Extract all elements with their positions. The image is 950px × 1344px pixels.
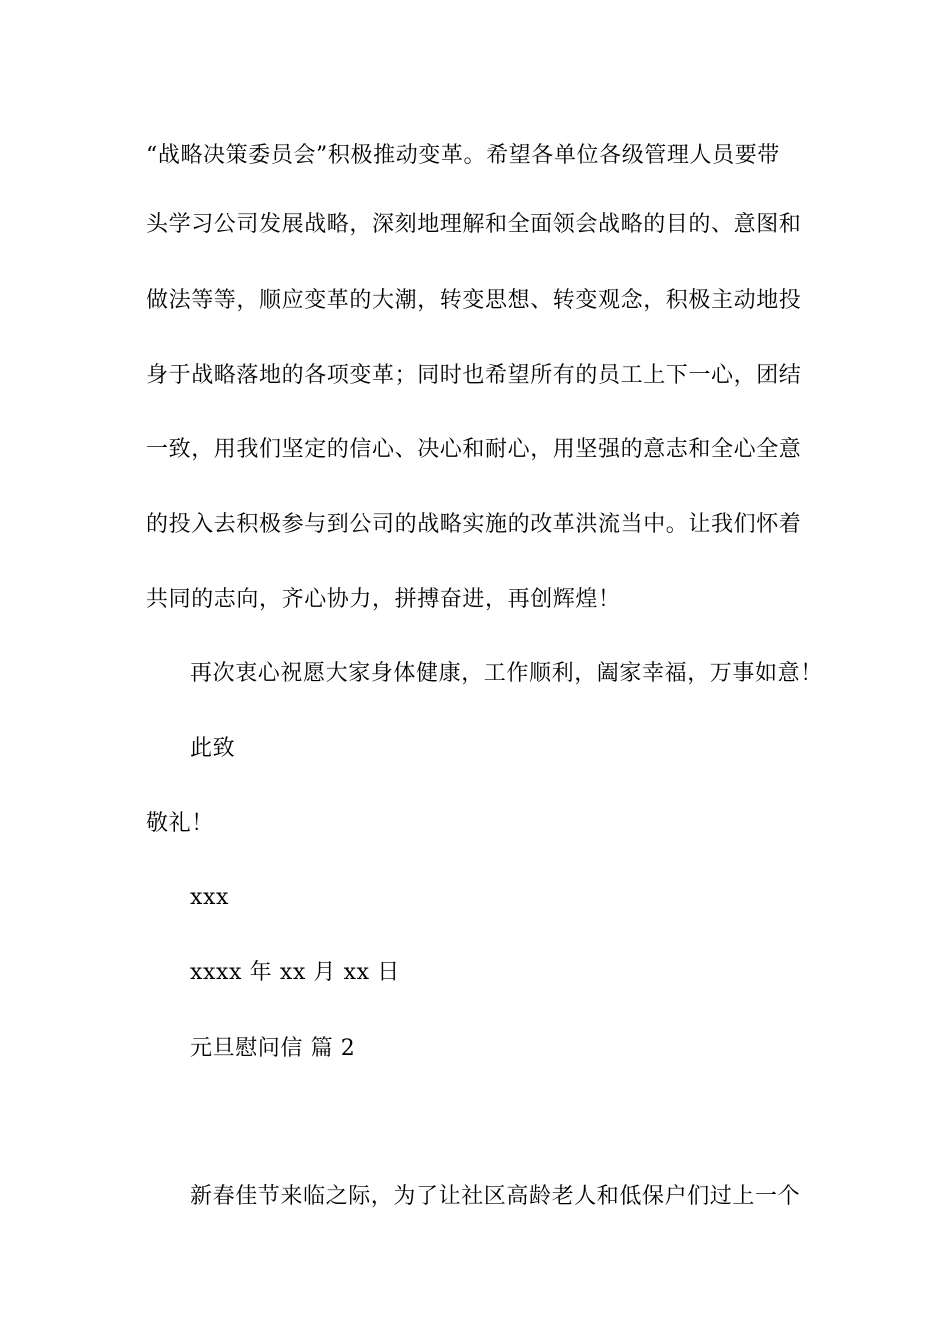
date-line: xxxx 年 xx 月 xx 日	[190, 960, 400, 985]
section-heading: 元旦慰问信 篇 2	[190, 1036, 356, 1061]
body-text-line: 身于战略落地的各项变革；同时也希望所有的员工上下一心，团结	[146, 363, 802, 388]
body-text-line: 共同的志向，齐心协力，拼搏奋进，再创辉煌！	[146, 587, 621, 612]
body-text-line: 一致，用我们坚定的信心、决心和耐心，用坚强的意志和全心全意	[146, 437, 802, 462]
body-text-line: “战略决策委员会”积极推动变革。希望各单位各级管理人员要带	[146, 143, 780, 168]
body-text-line: 头学习公司发展战略，深刻地理解和全面领会战略的目的、意图和	[146, 212, 802, 237]
body-text-line: 的投入去积极参与到公司的战略实施的改革洪流当中。让我们怀着	[146, 512, 802, 537]
body-text-line: 新春佳节来临之际，为了让社区高龄老人和低保户们过上一个	[190, 1184, 801, 1209]
wishes-line: 再次衷心祝愿大家身体健康，工作顺利，阖家幸福，万事如意！	[190, 661, 823, 686]
body-text-line: 做法等等，顺应变革的大潮，转变思想、转变观念，积极主动地投	[146, 288, 802, 313]
closing-regards: 敬礼！	[146, 811, 214, 836]
signature: xxx	[190, 885, 230, 910]
closing-salutation: 此致	[190, 736, 236, 761]
